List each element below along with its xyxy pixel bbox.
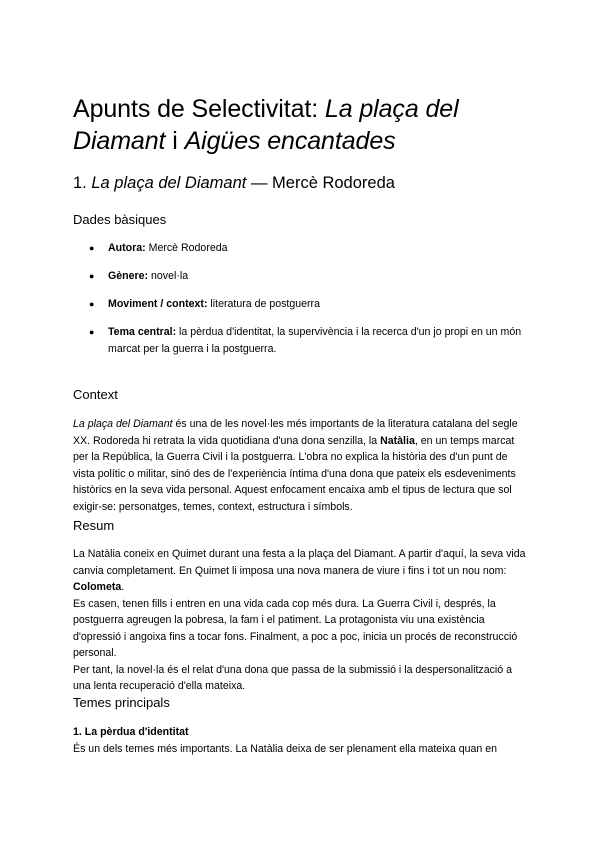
section-heading <box>73 174 395 193</box>
theme-title: 1. La pèrdua d'identitat <box>73 726 189 738</box>
section-number: 1. <box>73 174 92 192</box>
list-item <box>73 268 528 285</box>
paragraph-text: La Natàlia coneix en Quimet durant una festa a la plaça del Diamant. A partir d'aquí, la seva vida canvia completament. En Quimet li imposa una nova manera de viure i fins i tot un nou nom: <box>73 548 526 577</box>
list-item <box>73 324 528 358</box>
item-label: Moviment / context: <box>108 298 208 310</box>
paragraph-text: és una de les novel·les més importants de la literatura catalana del segle XX. Rodoreda hi retrata la vida quotidiana d'una dona senzilla, la <box>73 418 518 447</box>
subheading-temes: Temes principals <box>73 695 170 710</box>
item-value: novel·la <box>148 270 189 282</box>
list-item <box>73 240 528 257</box>
title-text: Apunts de Selectivitat: <box>73 95 325 123</box>
nickname: Colometa <box>73 581 122 593</box>
theme-item <box>73 724 528 757</box>
title-conjunction: i <box>165 127 185 155</box>
item-value: la pèrdua d'identitat, la supervivència i la recerca d'un jo propi en un món marcat per la guerra i la postguerra. <box>108 326 522 355</box>
summary-block <box>73 546 528 695</box>
work-title: La plaça del Diamant <box>73 418 173 430</box>
item-label: Tema central: <box>108 326 177 338</box>
paragraph-text: , en un temps marcat per la República, la Guerra Civil i la postguerra. L'obra no explica la història des d'un punt de vista polític o militar, sinó des de l'experiència íntima d'una dona que pateix els esdeveniments històrics en la seva vida personal. Aquest enfocament encaixa amb el tipus de lectura que sol exigir-se: personatges, temes, context, estructura i símbols. <box>73 434 516 513</box>
item-value: Mercè Rodoreda <box>145 242 228 254</box>
bullet-icon: ● <box>89 299 95 309</box>
title-work-2: Aigües encantades <box>184 127 396 155</box>
title-work-1: La plaça del Diamant <box>73 95 459 155</box>
bullet-icon: ● <box>89 243 95 253</box>
bullet-icon: ● <box>89 327 95 337</box>
subheading-context: Context <box>73 387 118 402</box>
subheading-resum: Resum <box>73 518 115 533</box>
paragraph-text: . <box>121 581 125 593</box>
bullet-icon: ● <box>89 271 95 281</box>
section-author: — Mercè Rodoreda <box>246 174 395 192</box>
item-label: Gènere: <box>108 270 149 282</box>
list-item <box>73 296 528 313</box>
character-name: Natàlia <box>380 434 415 447</box>
section-work-title: La plaça del Diamant <box>91 174 247 192</box>
item-label: Autora: <box>108 242 146 254</box>
theme-text: És un dels temes més importants. La Natàlia deixa de ser plenament ella mateixa quan en <box>73 742 497 755</box>
context-paragraph <box>73 416 528 515</box>
summary-paragraph <box>73 546 528 596</box>
summary-paragraph: Es casen, tenen fills i entren en una vida cada cop més dura. La Guerra Civil i, després, la postguerra agreugen la pobresa, la fam i el patiment. La protagonista viu una existència d'opressió i angoixa fins a tocar fons. Finalment, a poc a poc, inicia un procés de reconstrucció personal. <box>73 597 518 659</box>
basic-data-list <box>73 240 528 358</box>
subheading-dades: Dades bàsiques <box>73 212 167 227</box>
summary-paragraph: Per tant, la novel·la és el relat d'una dona que passa de la submissió i la despersonalització a una lenta recuperació d'ella mateixa. <box>73 663 512 692</box>
document-title <box>73 93 513 157</box>
item-value: literatura de postguerra <box>207 298 320 310</box>
